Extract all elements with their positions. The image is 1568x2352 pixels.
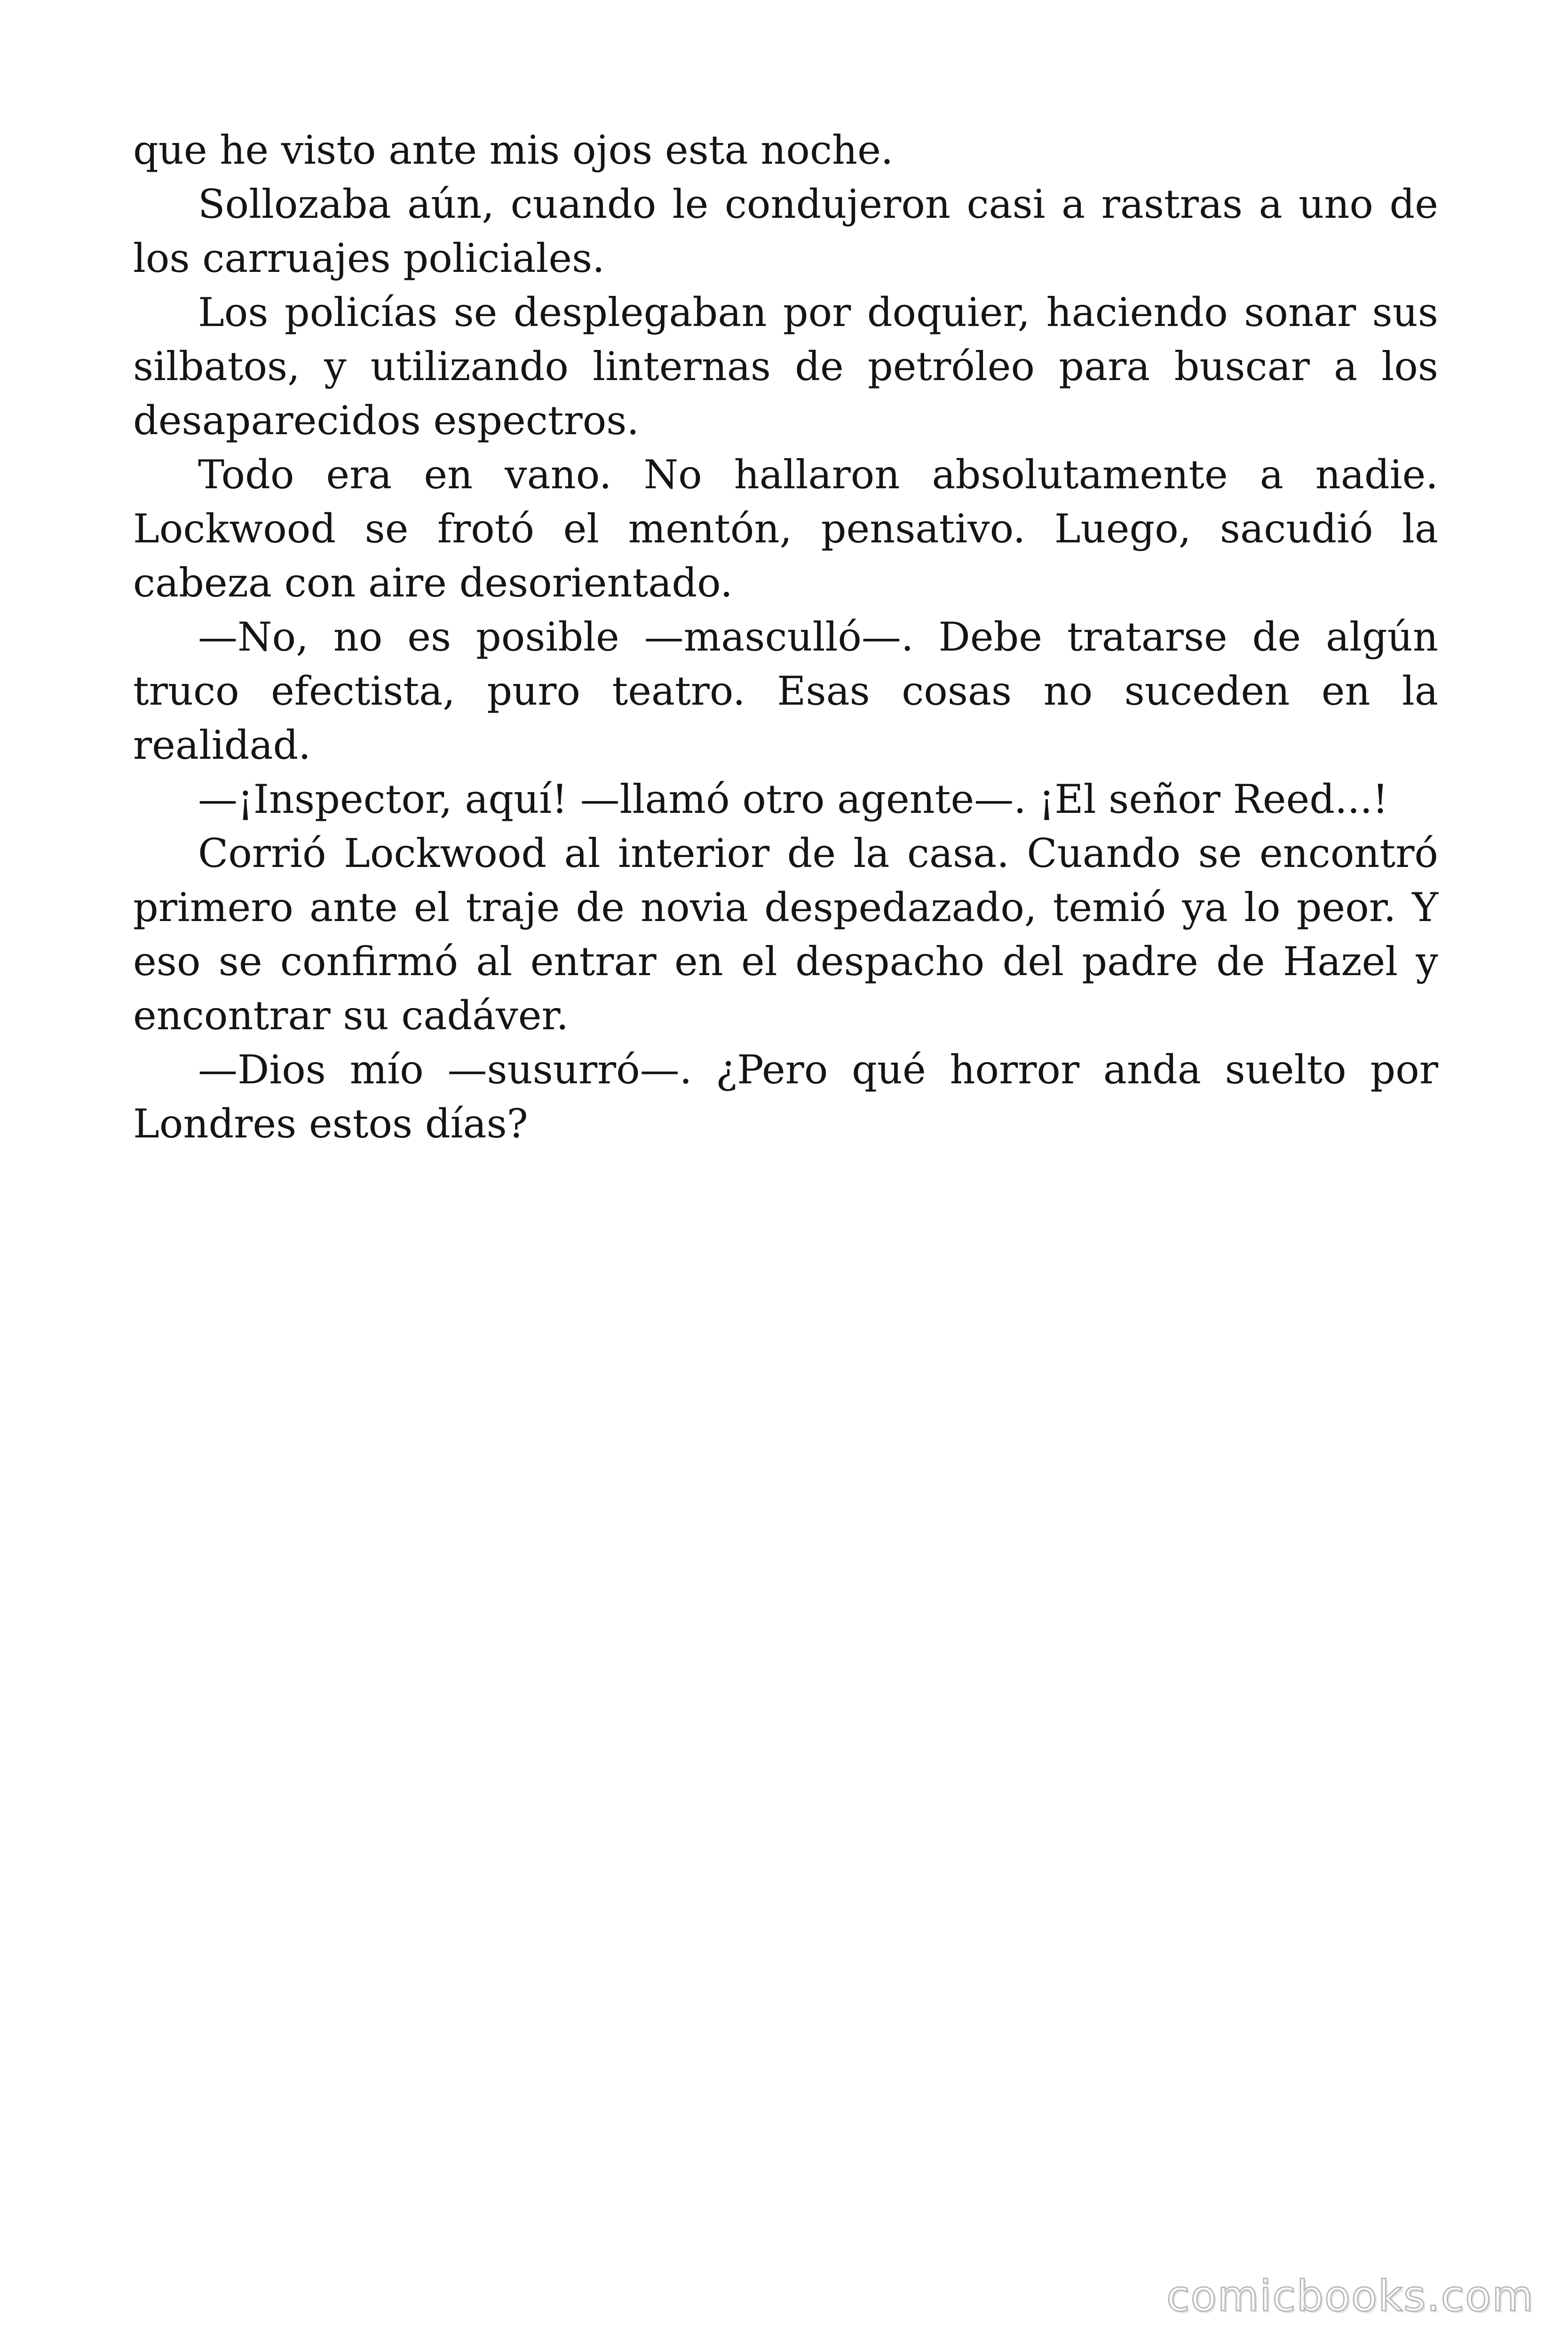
body-text [133,123,1438,1151]
paragraph-dialogue: —¡Inspector, aquí! —llamó otro agente—. ¡El señor Reed...! [198,776,1388,822]
watermark: comicbooks.com [1166,2272,1534,2321]
paragraph-continuation: que he visto ante mis ojos esta noche. [133,127,894,173]
paragraph: Los policías se desplegaban por doquier, haciendo sonar sus silbatos, y utilizando linternas de petróleo para buscar a los desaparecidos espectros. [133,289,1438,444]
paragraph: Sollozaba aún, cuando le condujeron casi a rastras a uno de los carruajes policiales. [133,181,1438,281]
paragraph-dialogue: —No, no es posible —masculló—. Debe tratarse de algún truco efectista, puro teatro. Esas cosas no suceden en la realidad. [133,614,1438,768]
paragraph-dialogue: —Dios mío —susurró—. ¿Pero qué horror anda suelto por Londres estos días? [133,1047,1438,1147]
paragraph: Todo era en vano. No hallaron absolutamente a nadie. Lockwood se frotó el mentón, pensativo. Luego, sacudió la cabeza con aire desorientado. [133,452,1438,606]
paragraph: Corrió Lockwood al interior de la casa. Cuando se encontró primero ante el traje de novia despedazado, temió ya lo peor. Y eso se confirmó al entrar en el despacho del padre de Hazel y encontrar su cadáver. [133,830,1438,1039]
